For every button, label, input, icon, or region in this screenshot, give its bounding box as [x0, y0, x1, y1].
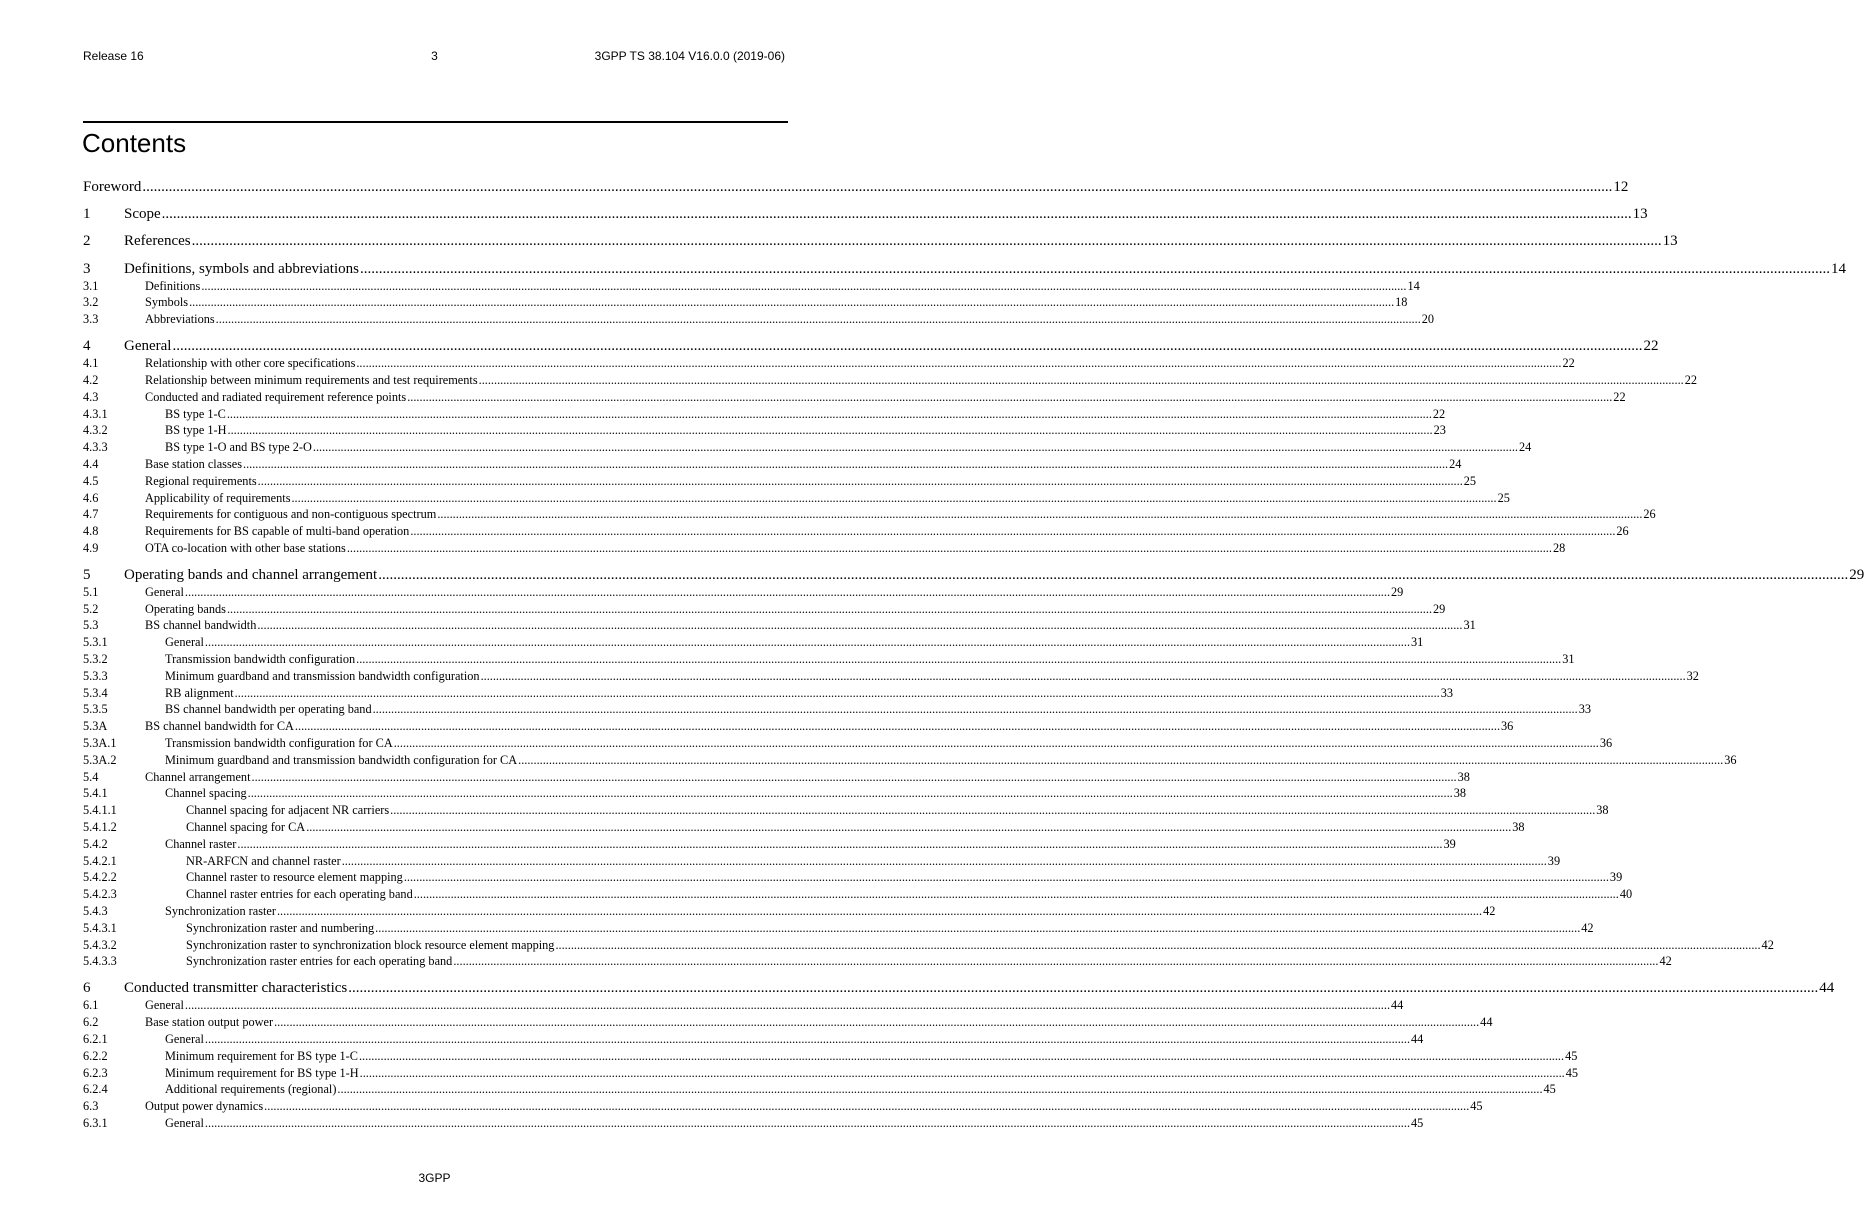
toc-entry-number: 5.3.1	[83, 635, 108, 650]
toc-entry-number: 5.2	[83, 601, 99, 616]
toc-entry-title: Minimum requirement for BS type 1-H	[165, 1065, 359, 1080]
toc-entry-number: 4	[83, 338, 91, 355]
toc-entry-number: 2	[83, 233, 91, 250]
toc-dot-leader	[185, 997, 1390, 1014]
toc-entry-page: 14	[1830, 260, 1846, 277]
toc-entry-page: 44	[1391, 998, 1404, 1013]
toc-entry-number: 5.4.2.3	[83, 887, 117, 902]
toc-entry-page: 38	[1453, 786, 1467, 801]
toc-entry-page: 22	[1684, 372, 1698, 387]
toc-entry-title: RB alignment	[165, 685, 234, 700]
toc-dot-leader	[410, 523, 1615, 540]
toc-entry-page: 26	[1643, 507, 1656, 522]
toc-entry[interactable]	[83, 953, 1672, 970]
toc-entry[interactable]	[83, 506, 1656, 523]
toc-entry-title: Additional requirements (regional)	[165, 1082, 337, 1097]
toc-dot-leader	[479, 372, 1684, 389]
toc-entry[interactable]	[83, 406, 1446, 423]
toc-dot-leader	[394, 735, 1599, 752]
toc-entry[interactable]	[83, 566, 1864, 584]
toc-entry-title: Applicability of requirements	[145, 490, 291, 505]
toc-entry-title: Transmission bandwidth configuration for CA	[165, 736, 393, 751]
toc-entry-number: 5.3A.2	[83, 752, 117, 767]
toc-entry-page: 42	[1483, 904, 1496, 919]
footer-3gpp: 3GPP	[418, 1171, 451, 1185]
header-page-number: 3	[431, 49, 438, 63]
toc-entry-number: 6.2.4	[83, 1082, 108, 1097]
toc-entry-title: Operating bands	[145, 601, 226, 616]
toc-dot-leader	[348, 979, 1818, 997]
toc-entry-number: 5.4.1	[83, 786, 108, 801]
toc-entry[interactable]	[83, 584, 1404, 601]
toc-entry-title: OTA co-location with other base stations	[145, 540, 346, 555]
toc-entry-number: 5.3.5	[83, 702, 108, 717]
toc-entry-number: 5.4.1.2	[83, 820, 117, 835]
toc-entry[interactable]	[83, 1098, 1483, 1115]
toc-dot-leader	[205, 634, 1410, 651]
toc-entry-title: General	[124, 338, 172, 355]
toc-entry-page: 31	[1562, 652, 1575, 667]
toc-entry-page: 22	[1613, 389, 1626, 404]
toc-entry[interactable]	[83, 937, 1774, 954]
toc-entry-title: BS type 1-H	[165, 423, 227, 438]
toc-entry[interactable]	[83, 685, 1454, 702]
toc-dot-leader	[347, 540, 1552, 557]
toc-entry-page: 24	[1518, 440, 1532, 455]
toc-dot-leader	[205, 1115, 1410, 1132]
toc-entry-page: 36	[1724, 752, 1737, 767]
toc-entry-page: 23	[1433, 423, 1446, 438]
toc-dot-leader	[201, 278, 1406, 295]
toc-entry-number: 4.2	[83, 372, 99, 387]
toc-entry[interactable]	[83, 668, 1699, 685]
toc-dot-leader	[313, 439, 1518, 456]
toc-entry-number: 6.2.3	[83, 1065, 108, 1080]
toc-entry[interactable]	[83, 523, 1629, 540]
toc-entry[interactable]	[83, 701, 1591, 718]
toc-entry-number: 4.3.1	[83, 406, 108, 421]
toc-entry[interactable]	[83, 735, 1613, 752]
toc-entry-title: Output power dynamics	[145, 1099, 264, 1114]
toc-entry-number: 5.3.2	[83, 652, 108, 667]
toc-entry[interactable]	[83, 920, 1594, 937]
toc-entry-page: 38	[1457, 769, 1470, 784]
toc-entry[interactable]	[83, 886, 1633, 903]
toc-entry-title: Minimum requirement for BS type 1-C	[165, 1048, 358, 1063]
toc-dot-leader	[481, 668, 1686, 685]
toc-entry-title: General	[165, 1115, 204, 1130]
toc-dot-leader	[142, 178, 1612, 196]
toc-dot-leader	[373, 701, 1578, 718]
toc-entry-number: 5.4.1.1	[83, 803, 117, 818]
toc-entry-number: 5.4.3.2	[83, 937, 117, 952]
page-title: Contents	[82, 128, 187, 158]
toc-entry[interactable]	[83, 651, 1575, 668]
toc-entry-title: General	[165, 1032, 204, 1046]
toc-entry[interactable]	[83, 903, 1496, 920]
toc-entry-page: 33	[1578, 702, 1591, 717]
toc-entry-number: 5.3	[83, 618, 99, 633]
toc-entry-title: Definitions, symbols and abbreviations	[124, 260, 359, 277]
toc-dot-leader	[337, 1081, 1542, 1098]
toc-dot-leader	[437, 506, 1642, 523]
toc-dot-leader	[407, 389, 1612, 406]
toc-entry-page: 39	[1547, 853, 1561, 868]
toc-entry-title: Relationship between minimum requirements and test requirements	[145, 372, 478, 387]
toc-entry[interactable]	[83, 1115, 1424, 1132]
toc-entry[interactable]	[83, 372, 1698, 389]
toc-entry[interactable]	[83, 540, 1566, 557]
toc-entry-page: 29	[1391, 584, 1404, 599]
toc-entry[interactable]	[83, 853, 1561, 870]
toc-dot-leader	[257, 617, 1462, 634]
toc-dot-leader	[235, 685, 1440, 702]
toc-entry-number: 5.3A.1	[83, 736, 117, 751]
toc-dot-leader	[359, 1048, 1564, 1065]
toc-entry-title: Requirements for BS capable of multi-band operation	[145, 524, 410, 539]
toc-entry-page: 31	[1411, 635, 1424, 650]
toc-entry-title: BS channel bandwidth per operating band	[165, 702, 372, 717]
toc-entry-title: Scope	[124, 206, 161, 223]
toc-entry[interactable]	[83, 1081, 1556, 1098]
toc-dot-leader	[360, 1065, 1565, 1082]
toc-entry-title: General	[145, 584, 184, 599]
toc-entry-title: Channel spacing	[165, 786, 247, 801]
toc-entry-number: 3.1	[83, 278, 99, 293]
toc-entry[interactable]	[83, 836, 1456, 853]
toc-entry-title: Foreword	[83, 179, 142, 195]
toc-entry-number: 6.3.1	[83, 1115, 108, 1130]
toc-entry-number: 6.2	[83, 1015, 99, 1030]
toc-entry-number: 4.1	[83, 356, 99, 371]
toc-entry-number: 5.4.2	[83, 836, 108, 851]
toc-entry-title: Minimum guardband and transmission bandwidth configuration	[165, 668, 480, 683]
toc-entry-number: 3.2	[83, 295, 99, 310]
toc-entry-title: BS channel bandwidth	[145, 618, 257, 633]
toc-dot-leader	[277, 903, 1482, 920]
toc-entry-page: 25	[1463, 473, 1477, 488]
toc-entry-number: 5.3.3	[83, 668, 108, 683]
toc-entry[interactable]	[83, 490, 1510, 507]
toc-entry-page: 20	[1421, 312, 1435, 327]
toc-entry-number: 5.1	[83, 584, 99, 599]
toc-dot-leader	[414, 886, 1619, 903]
toc-entry-page: 29	[1433, 601, 1446, 616]
toc-entry-page: 45	[1543, 1082, 1556, 1097]
toc-dot-leader	[306, 819, 1511, 836]
toc-dot-leader	[162, 205, 1632, 223]
toc-entry-page: 42	[1761, 937, 1774, 952]
toc-entry-number: 6	[83, 980, 91, 997]
toc-entry-page: 38	[1512, 820, 1525, 835]
toc-entry[interactable]	[83, 979, 1835, 997]
toc-entry[interactable]	[83, 439, 1532, 456]
toc-entry-number: 6.2.1	[83, 1032, 108, 1046]
toc-entry[interactable]	[83, 456, 1462, 473]
toc-entry-title: Operating bands and channel arrangement	[124, 566, 378, 583]
toc-entry-page: 29	[1849, 566, 1864, 583]
toc-dot-leader	[360, 260, 1830, 278]
toc-entry-page: 28	[1552, 540, 1566, 555]
toc-entry-number: 4.3	[83, 389, 99, 404]
toc-entry-title: Channel raster to resource element mapping	[186, 870, 403, 885]
toc-entry-title: References	[124, 233, 191, 250]
toc-entry-title: Symbols	[145, 295, 189, 310]
toc-entry-title: Conducted transmitter characteristics	[124, 980, 348, 997]
table-of-contents	[83, 178, 1864, 1132]
toc-entry[interactable]	[83, 355, 1575, 372]
toc-dot-leader	[172, 337, 1642, 355]
toc-entry-title: Abbreviations	[145, 312, 215, 327]
toc-entry-page: 14	[1407, 278, 1420, 293]
toc-entry[interactable]	[83, 1031, 1424, 1048]
toc-entry-page: 39	[1609, 870, 1623, 885]
toc-dot-leader	[390, 802, 1595, 819]
toc-entry-title: Conducted and radiated requirement reference points	[145, 389, 407, 404]
toc-entry-title: Definitions	[145, 278, 201, 293]
toc-dot-leader	[252, 769, 1457, 786]
toc-entry-title: BS channel bandwidth for CA	[145, 719, 294, 734]
toc-dot-leader	[295, 718, 1500, 735]
toc-entry-title: General	[165, 635, 204, 650]
toc-entry[interactable]	[83, 260, 1846, 278]
toc-entry-number: 6.1	[83, 998, 99, 1013]
toc-entry-page: 44	[1480, 1015, 1493, 1030]
toc-entry-number: 5.3.4	[83, 685, 108, 700]
toc-entry[interactable]	[83, 1065, 1579, 1082]
toc-entry-number: 5	[83, 566, 91, 583]
toc-entry[interactable]	[83, 1048, 1578, 1065]
toc-entry-title: NR-ARFCN and channel raster	[186, 853, 341, 868]
toc-entry-page: 36	[1501, 719, 1514, 734]
toc-entry-number: 6.2.2	[83, 1048, 108, 1063]
toc-entry-number: 3.3	[83, 312, 99, 327]
toc-dot-leader	[378, 566, 1848, 584]
toc-entry-page: 45	[1565, 1065, 1579, 1080]
toc-dot-leader	[185, 584, 1390, 601]
toc-entry-number: 4.3.3	[83, 440, 108, 455]
toc-entry-title: Minimum guardband and transmission bandwidth configuration for CA	[165, 752, 518, 767]
toc-entry-title: Channel arrangement	[145, 769, 251, 784]
toc-dot-leader	[216, 311, 1421, 328]
toc-entry[interactable]	[83, 785, 1467, 802]
toc-entry-page: 12	[1613, 179, 1629, 195]
toc-entry-number: 5.4	[83, 769, 99, 784]
toc-entry-page: 42	[1581, 920, 1594, 935]
toc-entry[interactable]	[83, 617, 1476, 634]
toc-dot-leader	[205, 1031, 1410, 1048]
toc-entry-title: Synchronization raster	[165, 904, 276, 919]
toc-entry-number: 5.3A	[83, 719, 108, 734]
toc-entry-page: 42	[1659, 954, 1672, 969]
toc-entry-number: 3	[83, 260, 91, 277]
toc-entry[interactable]	[83, 869, 1623, 886]
toc-dot-leader	[248, 785, 1453, 802]
toc-entry[interactable]	[83, 389, 1626, 406]
toc-entry-title: Synchronization raster entries for each operating band	[186, 954, 453, 969]
toc-entry[interactable]	[83, 997, 1404, 1014]
toc-entry-number: 5.4.3.1	[83, 920, 117, 935]
header-spec-id: 3GPP TS 38.104 V16.0.0 (2019-06)	[594, 49, 785, 63]
toc-entry-title: Transmission bandwidth configuration	[165, 652, 356, 667]
toc-entry-number: 4.4	[83, 456, 99, 471]
toc-dot-leader	[274, 1014, 1479, 1031]
toc-entry-title: Base station classes	[145, 456, 242, 471]
toc-entry-number: 4.7	[83, 507, 99, 522]
toc-entry-title: Channel raster entries for each operating band	[186, 887, 413, 902]
toc-dot-leader	[227, 601, 1432, 618]
toc-entry-page: 22	[1562, 356, 1575, 371]
toc-dot-leader	[227, 406, 1432, 423]
toc-entry-title: Synchronization raster to synchronization block resource element mapping	[186, 937, 555, 952]
toc-entry-title: Channel spacing for adjacent NR carriers	[186, 803, 390, 818]
toc-entry-title: Channel spacing for CA	[186, 820, 306, 835]
toc-entry[interactable]	[83, 337, 1659, 355]
toc-dot-leader	[243, 456, 1448, 473]
toc-entry-number: 5.4.2.2	[83, 870, 117, 885]
toc-dot-leader	[192, 232, 1662, 250]
toc-entry-page: 26	[1616, 524, 1629, 539]
toc-dot-leader	[228, 422, 1433, 439]
toc-entry-page: 32	[1686, 668, 1699, 683]
title-rule	[83, 121, 788, 123]
toc-entry-page: 45	[1565, 1048, 1578, 1063]
toc-entry[interactable]	[83, 232, 1678, 250]
toc-entry[interactable]	[83, 473, 1477, 490]
toc-entry[interactable]	[83, 752, 1737, 769]
toc-entry-page: 44	[1411, 1032, 1424, 1046]
toc-entry-title: Requirements for contiguous and non-contiguous spectrum	[145, 507, 437, 522]
toc-entry-page: 25	[1497, 490, 1510, 505]
toc-dot-leader	[555, 937, 1760, 954]
toc-entry-number: 4.6	[83, 490, 99, 505]
toc-dot-leader	[375, 920, 1580, 937]
toc-entry[interactable]	[83, 819, 1525, 836]
toc-entry-title: Base station output power	[145, 1015, 274, 1030]
toc-dot-leader	[356, 355, 1561, 372]
toc-entry-title: BS type 1-C	[165, 406, 226, 421]
toc-entry-page: 24	[1449, 456, 1462, 471]
toc-entry[interactable]	[83, 205, 1648, 223]
toc-entry-title: BS type 1-O and BS type 2-O	[165, 440, 312, 455]
toc-entry-number: 4.8	[83, 524, 99, 539]
toc-entry-number: 5.4.2.1	[83, 853, 117, 868]
toc-entry-title: Synchronization raster and numbering	[186, 920, 375, 935]
toc-entry[interactable]	[83, 802, 1609, 819]
toc-dot-leader	[342, 853, 1547, 870]
toc-dot-leader	[404, 869, 1609, 886]
toc-entry-page: 13	[1662, 233, 1678, 250]
toc-entry[interactable]	[83, 311, 1435, 328]
toc-entry-number: 6.3	[83, 1099, 99, 1114]
toc-entry[interactable]	[83, 178, 1629, 196]
toc-entry-title: Regional requirements	[145, 473, 257, 488]
toc-dot-leader	[453, 953, 1658, 970]
toc-entry[interactable]	[83, 769, 1470, 786]
toc-dot-leader	[258, 473, 1463, 490]
toc-entry[interactable]	[83, 278, 1420, 295]
toc-entry-page: 22	[1432, 406, 1446, 421]
toc-entry-number: 1	[83, 206, 91, 223]
toc-entry-page: 45	[1470, 1099, 1483, 1114]
toc-entry-page: 45	[1411, 1115, 1424, 1130]
toc-entry-title: Relationship with other core specifications	[145, 356, 356, 371]
toc-entry-number: 4.9	[83, 540, 99, 555]
toc-entry-page: 33	[1440, 685, 1454, 700]
toc-entry[interactable]	[83, 422, 1446, 439]
toc-entry[interactable]	[83, 1014, 1493, 1031]
toc-entry[interactable]	[83, 294, 1408, 311]
toc-entry[interactable]	[83, 634, 1424, 651]
toc-dot-leader	[291, 490, 1496, 507]
toc-dot-leader	[518, 752, 1723, 769]
toc-entry-page: 36	[1599, 736, 1613, 751]
toc-entry-page: 13	[1632, 206, 1648, 223]
toc-dot-leader	[264, 1098, 1469, 1115]
toc-entry-number: 5.4.3.3	[83, 954, 117, 969]
toc-dot-leader	[356, 651, 1561, 668]
toc-entry-page: 39	[1443, 836, 1456, 851]
toc-entry-page: 22	[1643, 338, 1659, 355]
toc-dot-leader	[237, 836, 1442, 853]
toc-entry[interactable]	[83, 601, 1446, 618]
toc-entry-number: 5.4.3	[83, 904, 108, 919]
toc-dot-leader	[189, 294, 1394, 311]
toc-entry[interactable]	[83, 718, 1514, 735]
toc-entry-page: 18	[1395, 295, 1408, 310]
toc-entry-number: 4.5	[83, 473, 99, 488]
toc-entry-title: General	[145, 998, 184, 1013]
toc-entry-number: 4.3.2	[83, 423, 108, 438]
header-release: Release 16	[83, 49, 144, 63]
toc-entry-page: 40	[1619, 887, 1633, 902]
toc-entry-page: 38	[1596, 803, 1609, 818]
toc-entry-page: 31	[1463, 618, 1476, 633]
toc-entry-title: Channel raster	[165, 836, 237, 851]
toc-entry-page: 44	[1819, 980, 1835, 997]
